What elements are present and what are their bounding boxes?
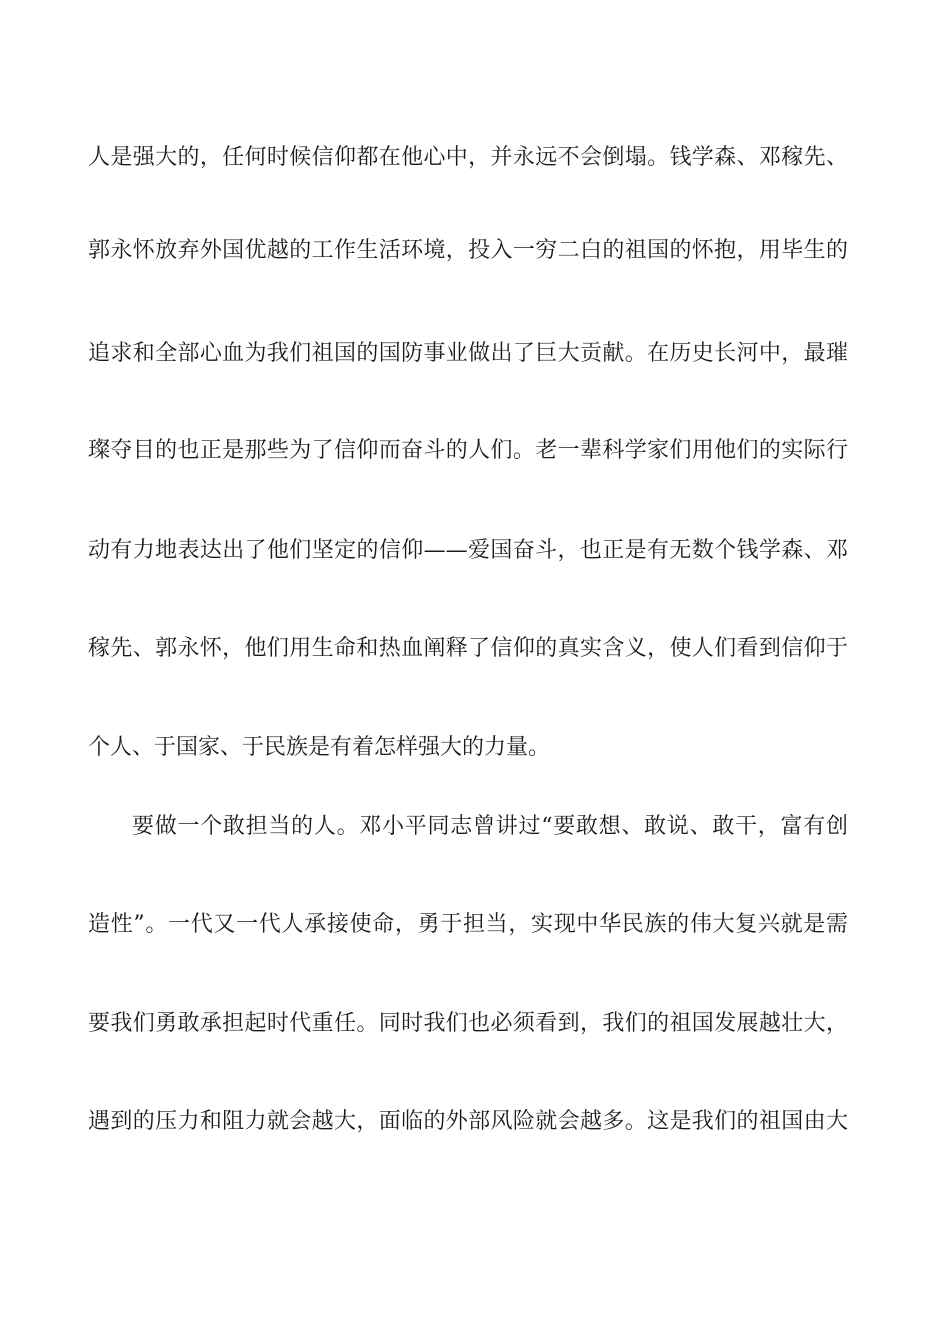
- text-line-4: 璨夺目的也正是那些为了信仰而奋斗的人们。老一辈科学家们用他们的实际行: [88, 438, 848, 463]
- text-line-9: 造性”。一代又一代人承接使命，勇于担当，实现中华民族的伟大复兴就是需: [88, 912, 848, 937]
- text-line-3: 追求和全部心血为我们祖国的国防事业做出了巨大贡献。在历史长河中，最璀: [88, 341, 848, 366]
- text-line-2: 郭永怀放弃外国优越的工作生活环境，投入一穷二白的祖国的怀抱，用毕生的: [88, 238, 848, 263]
- text-line-7: 个人、于国家、于民族是有着怎样强大的力量。: [88, 735, 551, 760]
- text-line-5: 动有力地表达出了他们坚定的信仰——爱国奋斗，也正是有无数个钱学森、邓: [88, 538, 848, 563]
- text-line-6: 稼先、郭永怀，他们用生命和热血阐释了信仰的真实含义，使人们看到信仰于: [88, 636, 848, 661]
- text-line-8: 要做一个敢担当的人。邓小平同志曾讲过“要敢想、敢说、敢干，富有创: [132, 814, 848, 839]
- text-line-11: 遇到的压力和阻力就会越大，面临的外部风险就会越多。这是我们的祖国由大: [88, 1109, 848, 1134]
- text-line-10: 要我们勇敢承担起时代重任。同时我们也必须看到，我们的祖国发展越壮大，: [88, 1011, 848, 1036]
- text-line-1: 人是强大的，任何时候信仰都在他心中，并永远不会倒塌。钱学森、邓稼先、: [88, 145, 848, 170]
